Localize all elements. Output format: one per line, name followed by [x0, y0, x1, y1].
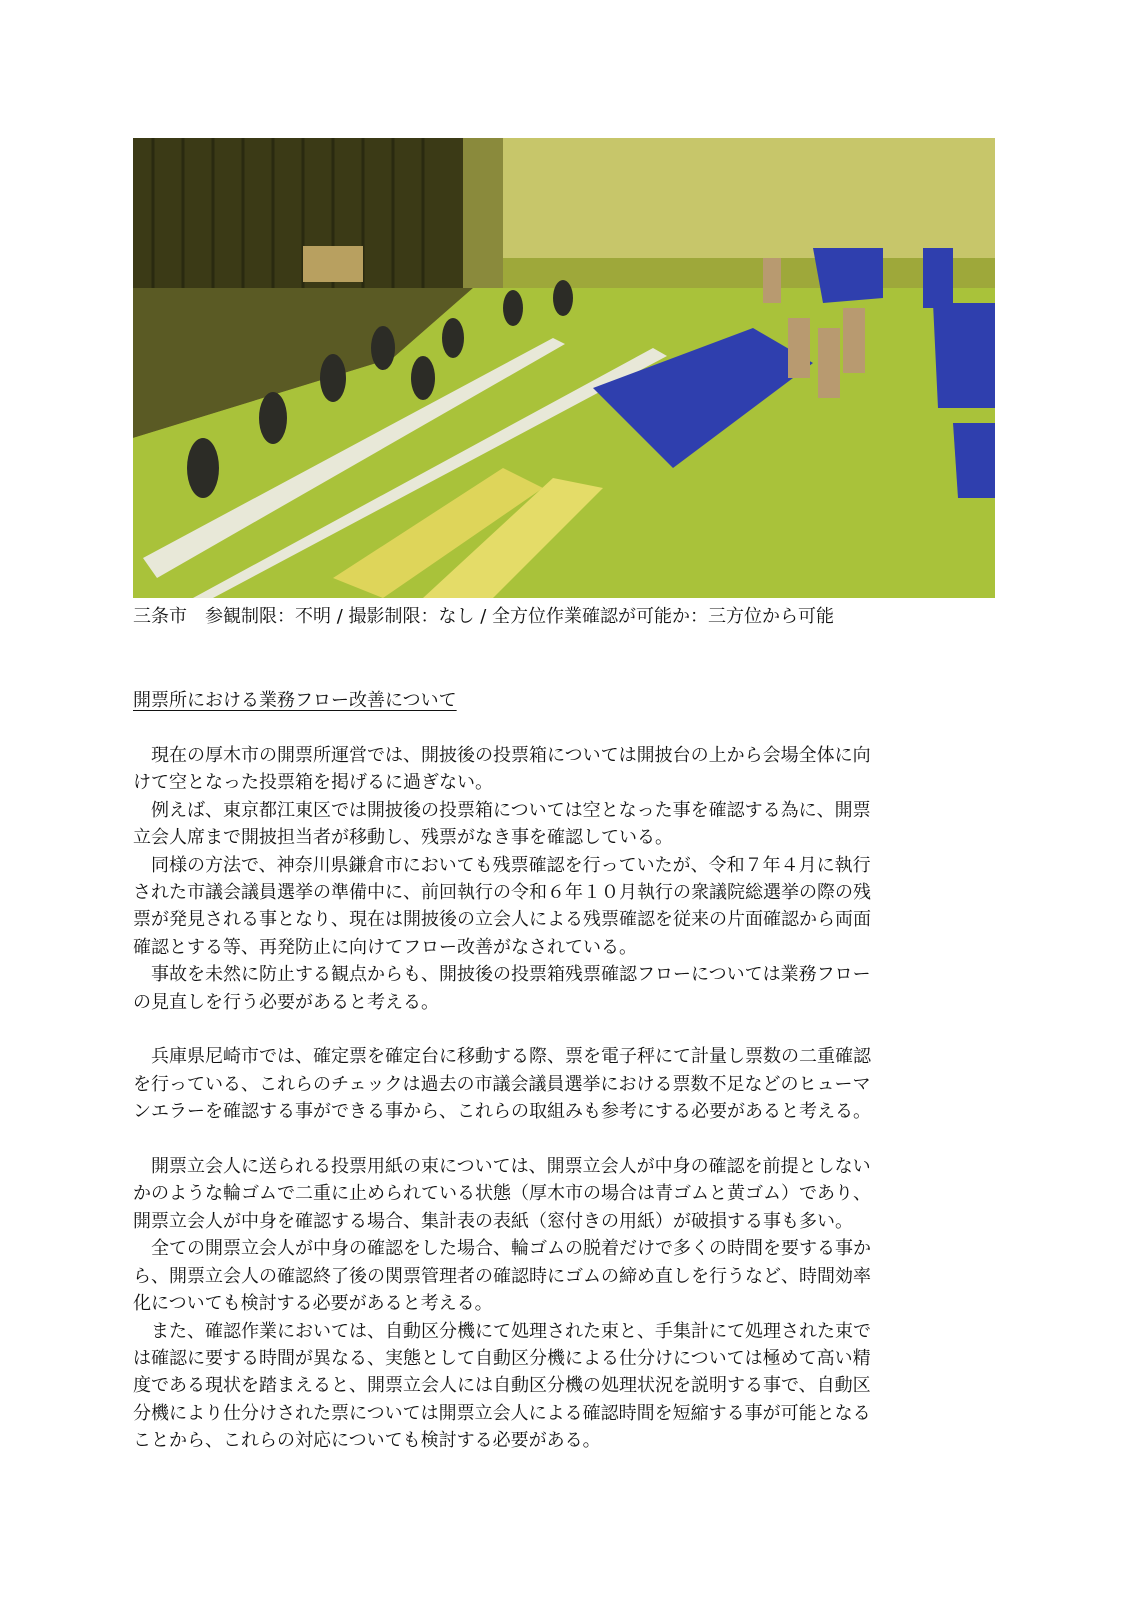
counting-hall-photo	[133, 138, 995, 598]
body-line: 事故を未然に防止する観点からも、開披後の投票箱残票確認フローについては業務フロー	[133, 964, 871, 986]
body-line: された市議会議員選挙の準備中に、前回執行の令和６年１０月執行の衆議院総選挙の際の残	[133, 882, 871, 904]
body-line: また、確認作業においては、自動区分機にて処理された束と、手集計にて処理された束で	[133, 1320, 871, 1342]
body-line: ことから、これらの対応についても検討する必要がある。	[133, 1430, 601, 1452]
body-line: 開票立会人に送られる投票用紙の束については、開票立会人が中身の確認を前提としない	[133, 1156, 871, 1178]
photo-caption: 三条市 参観制限：不明 / 撮影制限：なし / 全方位作業確認が可能か：三方位から可能	[133, 606, 835, 627]
body-line: 全ての開票立会人が中身の確認をした場合、輪ゴムの脱着だけで多くの時間を要する事か	[133, 1238, 871, 1260]
body-line: の見直しを行う必要があると考える。	[133, 991, 439, 1013]
body-line: 同様の方法で、神奈川県鎌倉市においても残票確認を行っていたが、令和７年４月に執行	[133, 854, 871, 876]
body-line: ら、開票立会人の確認終了後の関票管理者の確認時にゴムの締め直しを行うなど、時間効率	[133, 1265, 871, 1287]
body-line: 分機により仕分けされた票については開票立会人による確認時間を短縮する事が可能となる	[133, 1402, 871, 1424]
body-line: けて空となった投票箱を掲げるに過ぎない。	[133, 772, 493, 794]
section-heading: 開票所における業務フロー改善について	[133, 690, 457, 711]
body-line: 度である現状を踏まえると、開票立会人には自動区分機の処理状況を説明する事で、自動区	[133, 1375, 871, 1397]
body-line: かのような輪ゴムで二重に止められている状態（厚木市の場合は青ゴムと黄ゴム）であり、	[133, 1183, 871, 1205]
body-line: 開票立会人が中身を確認する場合、集計表の表紙（窓付きの用紙）が破損する事も多い。	[133, 1210, 853, 1232]
body-line: 化についても検討する必要があると考える。	[133, 1293, 493, 1315]
body-line: 例えば、東京都江東区では開披後の投票箱については空となった事を確認する為に、開票	[133, 799, 871, 821]
body-line: 確認とする等、再発防止に向けてフロー改善がなされている。	[133, 936, 637, 958]
body-line: は確認に要する時間が異なる、実態として自動区分機による仕分けについては極めて高い精	[133, 1347, 871, 1369]
body-line: 兵庫県尼崎市では、確定票を確定台に移動する際、票を電子秤にて計量し票数の二重確認	[133, 1046, 871, 1068]
paragraph-gap	[133, 1016, 995, 1043]
body-line: 現在の厚木市の開票所運営では、開披後の投票箱については開披台の上から会場全体に向	[133, 745, 871, 766]
paragraph-gap	[133, 1126, 995, 1153]
body-line: 立会人席まで開披担当者が移動し、残票がなき事を確認している。	[133, 827, 673, 849]
body-line: を行っている、これらのチェックは過去の市議会議員選挙における票数不足などのヒューマ	[133, 1073, 871, 1095]
body-line: ンエラーを確認する事ができる事から、これらの取組みも参考にする必要があると考える。	[133, 1101, 871, 1123]
body-text	[133, 742, 995, 1455]
body-line: 票が発見される事となり、現在は開披後の立会人による残票確認を従来の片面確認から両面	[133, 909, 871, 931]
